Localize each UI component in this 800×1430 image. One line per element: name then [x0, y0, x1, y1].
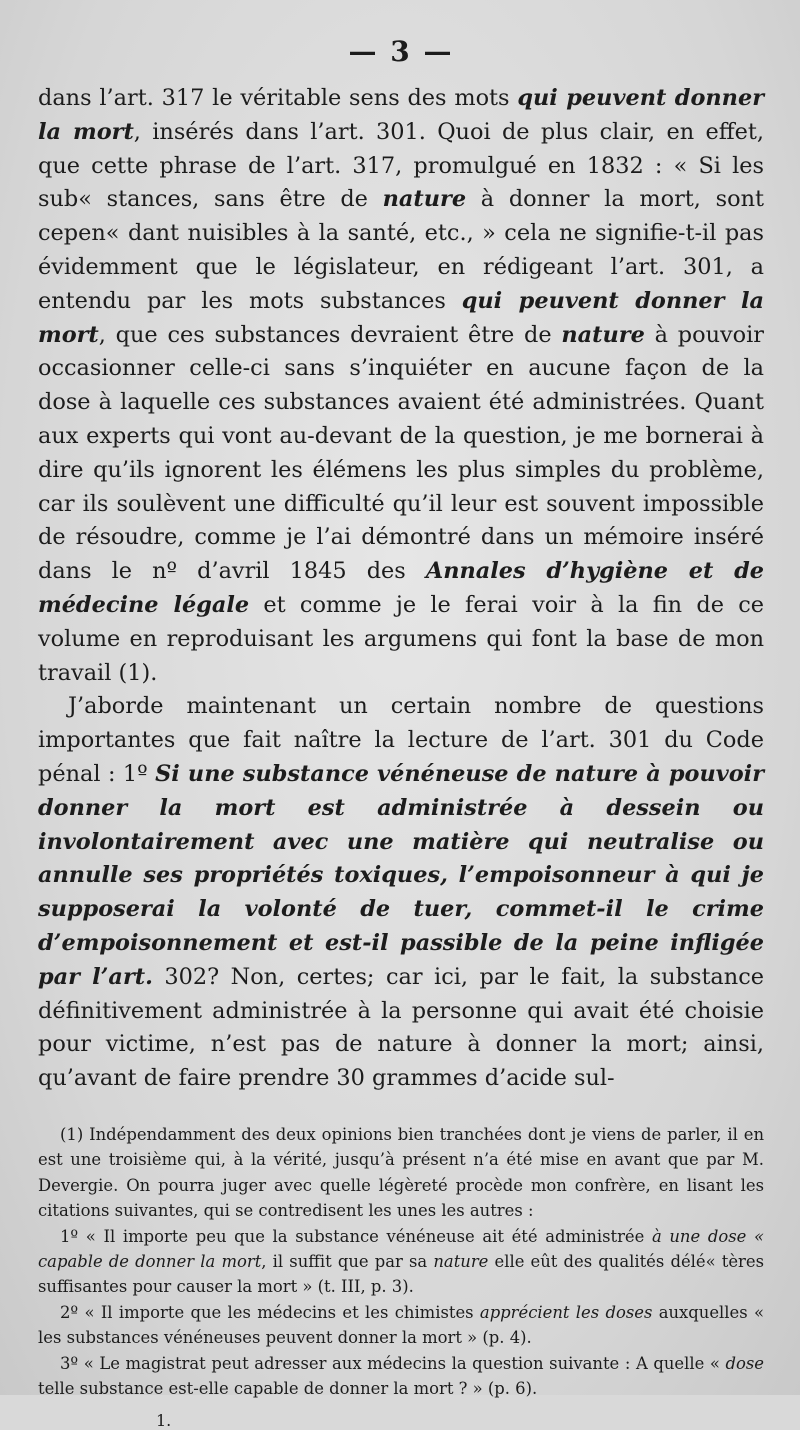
text-run: , insérés dans l’art. 301. Quoi de plus clair, en effet, que cette phrase de l’art. 317, promulgué en 1832 : « Si les sub« stances, sans être de — [38, 118, 765, 213]
text-run: J’aborde maintenant un certain nombre de questions importantes que fait naître la lecture de l’art. 301 du Code pénal : 1º — [38, 693, 764, 787]
signature-mark: 1. — [156, 1411, 172, 1430]
text-run: , il suffit que par sa — [261, 1251, 434, 1271]
text-run: 1º « Il importe peu que la substance vénéneuse ait été administrée — [60, 1226, 652, 1246]
footnotes — [38, 1122, 764, 1430]
italic-run: nature — [561, 321, 645, 348]
text-run: et comme je le ferai voir à la fin de ce volume en reproduisant les argumens qui font la base de mon travail (1). — [38, 591, 764, 686]
page-number: — 3 — — [348, 35, 454, 68]
footnote-2 — [38, 1224, 764, 1300]
text-run: , que ces substances devraient être de — [98, 321, 562, 348]
italic-run: nature — [433, 1251, 489, 1271]
italic-run: dose — [725, 1353, 764, 1373]
paragraph-1 — [38, 82, 764, 690]
main-text — [38, 82, 764, 1096]
text-run: 302? Non, certes; car ici, par le fait, la substance définitivement administrée à la personne qui avait été choisie pour victime, n’est pas de nature à donner la mort; ainsi, qu’avant de faire prendre 30 grammes d’acide sul- — [38, 963, 764, 1092]
text-run: (1) Indépendamment des deux opinions bien tranchées dont je viens de parler, il en est une troisième qui, à la vérité, jusqu’à présent n’a été mise en avant que par M. Devergie. On pourra juger avec quelle légèreté procède mon confrère, en lisant les citations suivantes, qui se contredisent les unes les autres : — [38, 1124, 764, 1221]
footnote-1 — [38, 1122, 764, 1224]
italic-run: à une dose « capable de donner la mort — [38, 1226, 764, 1271]
footnote-3 — [38, 1300, 764, 1351]
text-run: à pouvoir occasionner celle-ci sans s’inquiéter en aucune façon de la dose à laquelle ces substances avaient été administrées. Quant aux experts qui vont au-devant de la question, je me bornerai à dire qu’ils ignorent les élémens les plus simples du problème, car ils soulèvent une difficulté qu’il leur est souvent impossible de résoudre, comme je l’ai démontré dans un mémoire inséré dans le nº d’avril 1845 des — [38, 321, 764, 585]
italic-run: Si une substance vénéneuse de nature à pouvoir donner la mort est administrée à dessein ou involontairement avec une matière qui neutralise ou annulle ses propriétés toxiques, l’empoisonneur à qui je supposerai la volonté de tuer, commet-il le crime d’empoisonnement et est-il passible de la peine infligée par l’art. — [38, 760, 764, 990]
italic-run: qui peuvent donner la mort — [38, 85, 764, 145]
paragraph-2 — [38, 690, 764, 1096]
italic-run: qui peuvent donner la mort — [38, 287, 765, 348]
journal-title: Annales d’hygiène et de médecine légale — [38, 558, 764, 618]
text-run: elle eût des qualités délé« tères suffisantes pour causer la mort » (t. III, p. 3). — [38, 1251, 764, 1297]
text-run: auxquelles « les substances vénéneuses peuvent donner la mort » (p. 4). — [38, 1302, 765, 1348]
text-run: telle substance est-elle capable de donner la mort ? » (p. 6). — [38, 1378, 538, 1398]
text-run: 3º « Le magistrat peut adresser aux médecins la question suivante : A quelle « — [60, 1353, 726, 1373]
text-run: dans l’art. 317 le véritable sens des mots — [38, 85, 518, 111]
text-run: 2º « Il importe que les médecins et les chimistes — [60, 1302, 480, 1322]
text-run: à donner la mort, sont cepen« dant nuisibles à la santé, etc., » cela ne signifie-t-il pas évidemment que le législateur, en rédigeant l’art. 301, a entendu par les mots substances — [38, 186, 764, 314]
italic-run: nature — [382, 186, 467, 213]
footnote-4 — [38, 1351, 764, 1402]
italic-run: apprécient les doses — [479, 1302, 653, 1322]
